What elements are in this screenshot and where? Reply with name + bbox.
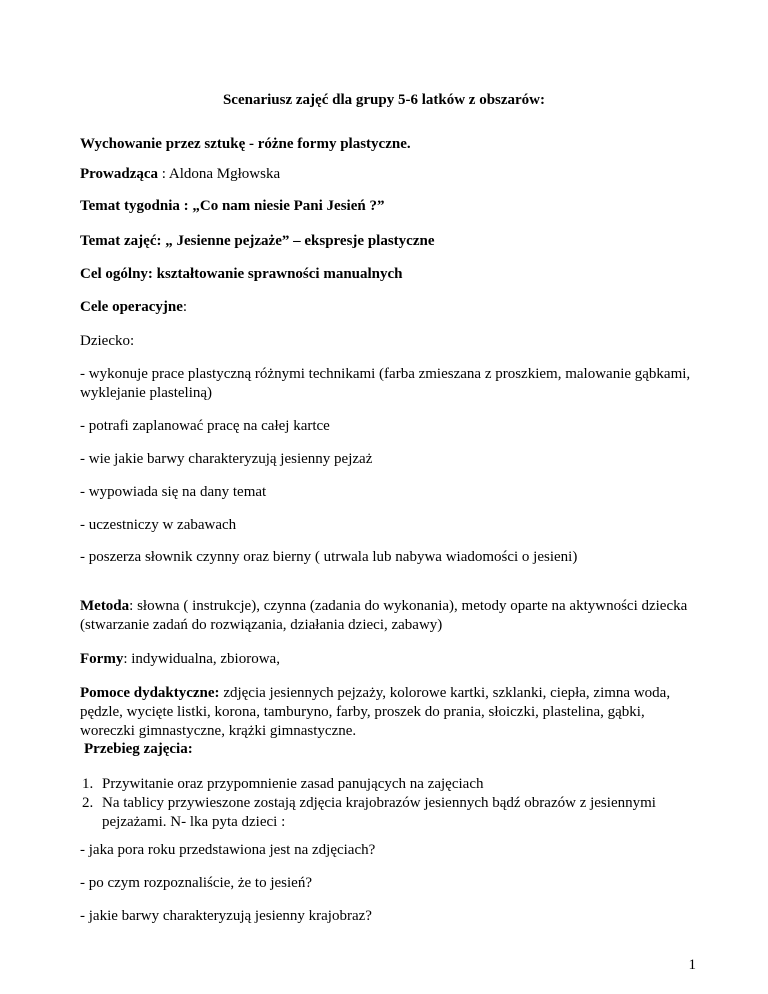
operational-goals-heading <box>80 298 187 317</box>
operational-goals-label: Cele operacyjne <box>80 299 183 315</box>
document-title: Scenariusz zajęć dla grupy 5-6 latków z obszarów: <box>222 92 546 108</box>
aids-paragraph <box>80 684 700 741</box>
step-item <box>82 794 682 832</box>
goal-item: - uczestniczy w zabawach <box>80 517 237 533</box>
question-item: - po czym rozpoznaliście, że to jesień? <box>80 875 312 891</box>
leader-value: : Aldona Mgłowska <box>158 166 281 182</box>
question-item: - jaka pora roku przedstawiona jest na zdjęciach? <box>80 842 376 858</box>
step-text: Na tablicy przywieszone zostają zdjęcia krajobrazów jesiennych bądź obrazów z jesiennymi pejzażami. N- lka pyta dzieci : <box>102 795 656 830</box>
goal-item: - wie jakie barwy charakteryzują jesienny pejzaż <box>80 451 373 467</box>
method-label: Metoda <box>80 598 130 614</box>
step-text: Przywitanie oraz przypomnienie zasad panujących na zajęciach <box>102 776 484 792</box>
page-number: 1 <box>688 957 696 973</box>
goal-item: - poszerza słownik czynny oraz bierny ( utrwala lub nabywa wiadomości o jesieni) <box>80 549 578 565</box>
goal-item: - wykonuje prace plastyczną różnymi technikami (farba zmieszana z proszkiem, malowanie gąbkami, wyklejanie plasteliną) <box>80 366 691 401</box>
course-heading: Przebieg zajęcia: <box>84 741 193 757</box>
forms-label: Formy <box>80 651 124 667</box>
leader-label: Prowadząca <box>80 166 159 182</box>
aids-label: Pomoce dydaktyczne: <box>80 685 220 701</box>
step-item <box>82 775 682 794</box>
aids-text: zdjęcia jesiennych pejzaży, kolorowe kartki, szklanki, ciepła, zimna woda, pędzle, wycięte listki, korona, tamburyno, farby, proszek do prania, słoiczki, plastelina, gąbki, woreczki gimnastyczne, krążki gimnastyczne. <box>80 685 671 739</box>
area-heading: Wychowanie przez sztukę - różne formy plastyczne. <box>80 136 411 152</box>
operational-goals-colon: : <box>182 299 188 315</box>
forms-text: : indywidualna, zbiorowa, <box>123 651 280 667</box>
method-paragraph <box>80 597 700 635</box>
child-label: Dziecko: <box>80 333 135 349</box>
goal-item: - potrafi zaplanować pracę na całej kartce <box>80 418 330 434</box>
goal-item: - wypowiada się na dany temat <box>80 484 267 500</box>
step-number: 1. <box>82 776 94 792</box>
leader-line <box>80 165 280 184</box>
week-topic: Temat tygodnia : „Co nam niesie Pani Jesień ?” <box>80 198 385 214</box>
method-text: : słowna ( instrukcje), czynna (zadania do wykonania), metody oparte na aktywności dziecka (stwarzanie zadań do rozwiązania, działania dzieci, zabawy) <box>80 598 688 633</box>
lesson-topic: Temat zajęć: „ Jesienne pejzaże” – ekspresje plastyczne <box>80 233 435 249</box>
forms-line <box>80 650 280 669</box>
general-goal: Cel ogólny: kształtowanie sprawności manualnych <box>80 266 403 282</box>
question-item: - jakie barwy charakteryzują jesienny krajobraz? <box>80 908 372 924</box>
step-number: 2. <box>82 795 94 811</box>
